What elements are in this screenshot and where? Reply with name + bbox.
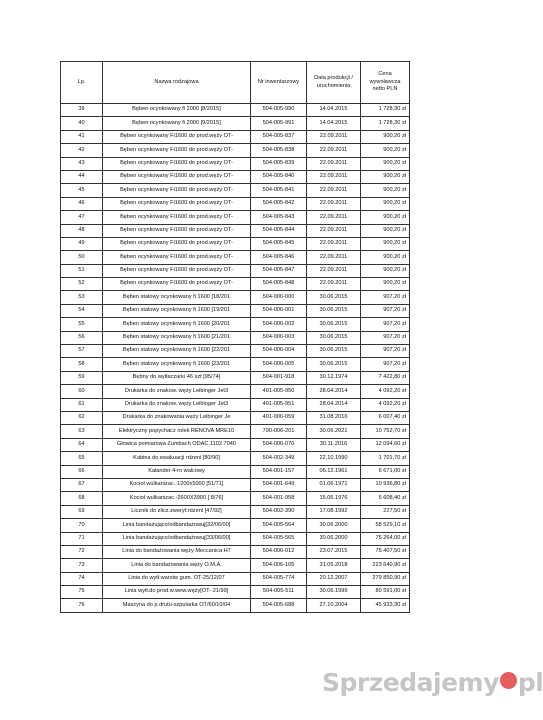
cell-price: 4 092,20 zł xyxy=(361,385,410,398)
cell-production-date: 22.09.2011 xyxy=(307,144,361,157)
cell-production-date: 30.06.2015 xyxy=(307,345,361,358)
cell-inventory-number: 504-006-005 xyxy=(251,358,307,371)
cell-inventory-number: 504-005-843 xyxy=(251,211,307,224)
cell-production-date: 22.09.2011 xyxy=(307,264,361,277)
cell-inventory-number: 504-001-918 xyxy=(251,371,307,384)
cell-production-date: 30.06.2000 xyxy=(307,532,361,545)
cell-inventory-number: 504-006-004 xyxy=(251,345,307,358)
table-row xyxy=(61,411,410,424)
cell-name: Linia do bandażowania węży O.M.A. xyxy=(103,559,251,572)
cell-lp: 71 xyxy=(61,532,103,545)
cell-name: Bęben ocynkowany Fi1600 do prod.węży OT- xyxy=(103,197,251,210)
cell-inventory-number: 504-006-002 xyxy=(251,318,307,331)
cell-price: 1 728,30 zł xyxy=(361,104,410,117)
inventory-sheet xyxy=(60,61,410,613)
cell-price: 907,20 zł xyxy=(361,345,410,358)
table-header-row xyxy=(61,62,410,104)
table-row xyxy=(61,465,410,478)
cell-production-date: 30.06.2021 xyxy=(307,425,361,438)
table-row xyxy=(61,278,410,291)
table-row xyxy=(61,304,410,317)
cell-name: Drukarka do znakowania węży Leibinger Je xyxy=(103,411,251,424)
cell-price: 900,20 zł xyxy=(361,144,410,157)
watermark-dot-icon xyxy=(500,672,517,689)
cell-name: Drukarka do znakow. węży Leibinger Jet3 xyxy=(103,398,251,411)
cell-lp: 66 xyxy=(61,465,103,478)
cell-name: Licznik do zlicz.zweryf.rdzeni [47/92] xyxy=(103,505,251,518)
cell-price: 45 933,30 zł xyxy=(361,599,410,612)
table-row xyxy=(61,545,410,558)
cell-price: 75 407,50 zł xyxy=(361,545,410,558)
cell-production-date: 30.06.2015 xyxy=(307,331,361,344)
table-row xyxy=(61,224,410,237)
cell-name: Kalander 4-ro walcowy xyxy=(103,465,251,478)
cell-inventory-number: 504-005-688 xyxy=(251,599,307,612)
cell-inventory-number: 504-001-649 xyxy=(251,478,307,491)
table-row xyxy=(61,251,410,264)
cell-price: 900,20 zł xyxy=(361,224,410,237)
cell-production-date: 22.09.2011 xyxy=(307,170,361,183)
cell-production-date: 20.12.2007 xyxy=(307,572,361,585)
cell-name: Bęben ocynkowany fi 2000 [8/2015] xyxy=(103,104,251,117)
cell-inventory-number: 504-006-105 xyxy=(251,559,307,572)
cell-inventory-number: 504-005-837 xyxy=(251,130,307,143)
cell-inventory-number: 504-002-349 xyxy=(251,452,307,465)
cell-production-date: 30.11.2016 xyxy=(307,438,361,451)
cell-price: 900,20 zł xyxy=(361,197,410,210)
cell-price: 900,20 zł xyxy=(361,184,410,197)
cell-name: Bęben stalowy ocynkowany fi 1600 [19/201 xyxy=(103,304,251,317)
cell-price: 907,20 zł xyxy=(361,318,410,331)
table-row xyxy=(61,586,410,599)
cell-lp: 54 xyxy=(61,304,103,317)
cell-production-date: 28.04.2014 xyxy=(307,398,361,411)
cell-price: 7 422,80 zł xyxy=(361,371,410,384)
cell-name: Głowica pomiarowa Zumbach ODAC.1102.7040 xyxy=(103,438,251,451)
cell-inventory-number: 504-005-842 xyxy=(251,197,307,210)
table-row xyxy=(61,358,410,371)
cell-name: Kocioł wulkanizac.-2600X3900 [ 8/76] xyxy=(103,492,251,505)
cell-lp: 50 xyxy=(61,251,103,264)
cell-lp: 63 xyxy=(61,425,103,438)
cell-production-date: 22.09.2011 xyxy=(307,251,361,264)
cell-inventory-number: 491-005-950 xyxy=(251,385,307,398)
table-row xyxy=(61,117,410,130)
cell-name: Bęben stalowy ocynkowany fi 1600 [21/201 xyxy=(103,331,251,344)
cell-name: Bęben ocynkowany Fi1600 do prod.węży OT- xyxy=(103,211,251,224)
cell-lp: 58 xyxy=(61,358,103,371)
cell-lp: 60 xyxy=(61,385,103,398)
cell-production-date: 22.09.2011 xyxy=(307,130,361,143)
cell-production-date: 06.12.1961 xyxy=(307,465,361,478)
cell-price: 5 608,40 zł xyxy=(361,492,410,505)
header-price: Cena wywoławcza netto PLN xyxy=(361,62,410,104)
cell-price: 907,20 zł xyxy=(361,304,410,317)
cell-production-date: 17.08.1992 xyxy=(307,505,361,518)
cell-lp: 48 xyxy=(61,224,103,237)
cell-inventory-number: 504-005-565 xyxy=(251,532,307,545)
cell-price: 900,20 zł xyxy=(361,211,410,224)
table-row xyxy=(61,331,410,344)
cell-inventory-number: 504-002-390 xyxy=(251,505,307,518)
table-row xyxy=(61,130,410,143)
cell-name: Linia do wytł.warstw gum. OT-25/12/07 xyxy=(103,572,251,585)
cell-inventory-number: 504-006-070 xyxy=(251,438,307,451)
cell-production-date: 22.09.2011 xyxy=(307,278,361,291)
table-row xyxy=(61,237,410,250)
cell-price: 1 728,30 zł xyxy=(361,117,410,130)
cell-inventory-number: 491-005-951 xyxy=(251,398,307,411)
cell-name: Bęben stalowy ocynkowany fi 1600 [22/201 xyxy=(103,345,251,358)
cell-name: Elektryczny popychacz rolek RENOVA MRE10 xyxy=(103,425,251,438)
cell-production-date: 30.06.2015 xyxy=(307,291,361,304)
cell-production-date: 30.06.2015 xyxy=(307,318,361,331)
cell-name: Bęben ocynkowany Fi1600 do prod.węży OT- xyxy=(103,278,251,291)
site-watermark xyxy=(322,668,543,712)
table-row xyxy=(61,318,410,331)
cell-lp: 72 xyxy=(61,545,103,558)
cell-inventory-number: 504-005-991 xyxy=(251,117,307,130)
cell-inventory-number: 504-001-157 xyxy=(251,465,307,478)
cell-name: Bęben ocynkowany Fi1600 do prod.węży OT- xyxy=(103,184,251,197)
cell-production-date: 30.06.1999 xyxy=(307,586,361,599)
table-row xyxy=(61,345,410,358)
cell-name: Linia do bandażowania węży Meccanica H7 xyxy=(103,545,251,558)
cell-price: 279 850,90 zł xyxy=(361,572,410,585)
cell-inventory-number: 504-005-564 xyxy=(251,519,307,532)
cell-production-date: 31.05.2018 xyxy=(307,559,361,572)
cell-name: Bęben stalowy ocynkowany fi 1600 [20/201 xyxy=(103,318,251,331)
cell-name: Bęben ocynkowany Fi1600 do prod.węży OT- xyxy=(103,157,251,170)
cell-lp: 70 xyxy=(61,519,103,532)
cell-lp: 39 xyxy=(61,104,103,117)
cell-name: Bęben ocynkowany Fi1600 do prod.węży OT- xyxy=(103,224,251,237)
cell-price: 900,20 zł xyxy=(361,170,410,183)
cell-production-date: 22.09.2011 xyxy=(307,224,361,237)
cell-lp: 44 xyxy=(61,170,103,183)
cell-name: Bęben ocynkowany Fi1600 do prod.węży OT- xyxy=(103,251,251,264)
cell-lp: 64 xyxy=(61,438,103,451)
cell-lp: 53 xyxy=(61,291,103,304)
cell-production-date: 15.06.1976 xyxy=(307,492,361,505)
cell-production-date: 22.09.2011 xyxy=(307,211,361,224)
table-row xyxy=(61,144,410,157)
header-name: Nazwa rodzajowa xyxy=(103,62,251,104)
cell-name: Drukarka do znakow. węży Leibinger Jet3 xyxy=(103,385,251,398)
table-row xyxy=(61,425,410,438)
cell-production-date: 30.06.2015 xyxy=(307,358,361,371)
cell-price: 900,20 zł xyxy=(361,278,410,291)
cell-lp: 45 xyxy=(61,184,103,197)
cell-inventory-number: 504-005-990 xyxy=(251,104,307,117)
cell-production-date: 27.10.2004 xyxy=(307,599,361,612)
cell-inventory-number: 504-005-846 xyxy=(251,251,307,264)
cell-price: 900,20 zł xyxy=(361,251,410,264)
table-row xyxy=(61,572,410,585)
cell-inventory-number: 504-005-839 xyxy=(251,157,307,170)
cell-production-date: 22.09.2011 xyxy=(307,197,361,210)
header-production-date: Data produkcji / uruchomienia xyxy=(307,62,361,104)
cell-production-date: 22.09.2011 xyxy=(307,237,361,250)
cell-name: Linia wytł.do prod.w.wew.węży[OT- 21/99] xyxy=(103,586,251,599)
cell-production-date: 22.09.2011 xyxy=(307,157,361,170)
cell-inventory-number: 491-006-059 xyxy=(251,411,307,424)
cell-inventory-number: 504-005-847 xyxy=(251,264,307,277)
table-row xyxy=(61,211,410,224)
header-inventory-number: Nr inwentarzowy xyxy=(251,62,307,104)
table-row xyxy=(61,532,410,545)
cell-name: Bęben ocynkowany Fi1600 do prod.węży OT- xyxy=(103,170,251,183)
cell-lp: 75 xyxy=(61,586,103,599)
cell-lp: 42 xyxy=(61,144,103,157)
cell-name: Bęben ocynkowany Fi1600 do prod.węży OT- xyxy=(103,144,251,157)
cell-lp: 61 xyxy=(61,398,103,411)
table-body xyxy=(61,104,410,613)
cell-name: Linia bandażująco/odbandażowuj[32/06/00] xyxy=(103,519,251,532)
cell-price: 900,20 zł xyxy=(361,130,410,143)
cell-price: 4 092,20 zł xyxy=(361,398,410,411)
cell-price: 10 752,70 zł xyxy=(361,425,410,438)
cell-name: Linia bandażująco/odbandażowuj[33/06/00] xyxy=(103,532,251,545)
cell-inventory-number: 790-006-201 xyxy=(251,425,307,438)
cell-lp: 57 xyxy=(61,345,103,358)
cell-production-date: 28.04.2014 xyxy=(307,385,361,398)
cell-name: Kabina do ewakuacji rdzeni [80/90] xyxy=(103,452,251,465)
cell-production-date: 31.08.2016 xyxy=(307,411,361,424)
cell-lp: 62 xyxy=(61,411,103,424)
table-row xyxy=(61,559,410,572)
table-row xyxy=(61,398,410,411)
cell-name: Bęben stalowy ocynkowany fi 1600 [18/201 xyxy=(103,291,251,304)
cell-lp: 74 xyxy=(61,572,103,585)
cell-price: 900,20 zł xyxy=(361,237,410,250)
cell-price: 227,50 zł xyxy=(361,505,410,518)
cell-inventory-number: 504-005-844 xyxy=(251,224,307,237)
cell-lp: 47 xyxy=(61,211,103,224)
cell-lp: 67 xyxy=(61,478,103,491)
cell-name: Bęben ocynkowany Fi1600 do prod.węży OT- xyxy=(103,130,251,143)
cell-price: 75 264,00 zł xyxy=(361,532,410,545)
watermark-text: Sprzedajemy xyxy=(322,668,499,697)
cell-production-date: 14.04.2015 xyxy=(307,117,361,130)
cell-lp: 43 xyxy=(61,157,103,170)
cell-price: 1 701,70 zł xyxy=(361,452,410,465)
table-row xyxy=(61,438,410,451)
cell-lp: 76 xyxy=(61,599,103,612)
table-row xyxy=(61,599,410,612)
cell-price: 6 671,00 zł xyxy=(361,465,410,478)
cell-price: 900,20 zł xyxy=(361,157,410,170)
cell-price: 907,20 zł xyxy=(361,291,410,304)
cell-lp: 52 xyxy=(61,278,103,291)
cell-lp: 49 xyxy=(61,237,103,250)
cell-lp: 68 xyxy=(61,492,103,505)
cell-inventory-number: 504-005-845 xyxy=(251,237,307,250)
cell-name: Bęben stalowy ocynkowany fi 1600 [23/201 xyxy=(103,358,251,371)
cell-lp: 51 xyxy=(61,264,103,277)
inventory-table xyxy=(60,61,410,613)
cell-name: Maszyna do p.drutu-szpularka OT/60/10/04 xyxy=(103,599,251,612)
cell-lp: 41 xyxy=(61,130,103,143)
cell-inventory-number: 504-001-958 xyxy=(251,492,307,505)
table-row xyxy=(61,519,410,532)
table-row xyxy=(61,478,410,491)
cell-inventory-number: 504-005-774 xyxy=(251,572,307,585)
cell-name: Bębny do wytłaczarki 46 szt [95/74] xyxy=(103,371,251,384)
cell-production-date: 23.07.2015 xyxy=(307,545,361,558)
table-row xyxy=(61,104,410,117)
cell-price: 223 640,90 zł xyxy=(361,559,410,572)
cell-lp: 40 xyxy=(61,117,103,130)
cell-inventory-number: 504-005-511 xyxy=(251,586,307,599)
cell-price: 900,20 zł xyxy=(361,264,410,277)
cell-inventory-number: 504-006-000 xyxy=(251,291,307,304)
table-row xyxy=(61,371,410,384)
cell-production-date: 30.06.2000 xyxy=(307,519,361,532)
cell-production-date: 01.06.1971 xyxy=(307,478,361,491)
cell-lp: 46 xyxy=(61,197,103,210)
cell-lp: 73 xyxy=(61,559,103,572)
cell-production-date: 30.06.2015 xyxy=(307,304,361,317)
cell-inventory-number: 504-006-012 xyxy=(251,545,307,558)
cell-production-date: 22.10.1990 xyxy=(307,452,361,465)
cell-production-date: 14.04.2015 xyxy=(307,104,361,117)
table-row xyxy=(61,492,410,505)
cell-price: 10 936,80 zł xyxy=(361,478,410,491)
cell-inventory-number: 504-006-001 xyxy=(251,304,307,317)
cell-name: Bęben ocynkowany Fi1600 do prod.węży OT- xyxy=(103,264,251,277)
cell-inventory-number: 504-005-841 xyxy=(251,184,307,197)
cell-inventory-number: 504-005-848 xyxy=(251,278,307,291)
cell-lp: 55 xyxy=(61,318,103,331)
cell-inventory-number: 504-006-003 xyxy=(251,331,307,344)
cell-lp: 69 xyxy=(61,505,103,518)
table-row xyxy=(61,452,410,465)
cell-price: 80 591,00 zł xyxy=(361,586,410,599)
cell-production-date: 22.09.2011 xyxy=(307,184,361,197)
cell-lp: 65 xyxy=(61,452,103,465)
cell-lp: 56 xyxy=(61,331,103,344)
cell-inventory-number: 504-005-840 xyxy=(251,170,307,183)
header-lp: Lp. xyxy=(61,62,103,104)
table-row xyxy=(61,197,410,210)
cell-name: Kocioł wulkanizac.-1200x5000 [51/71] xyxy=(103,478,251,491)
cell-name: Bęben ocynkowany Fi1600 do prod.węży OT- xyxy=(103,237,251,250)
cell-price: 12 094,60 zł xyxy=(361,438,410,451)
cell-price: 907,20 zł xyxy=(361,358,410,371)
cell-lp: 59 xyxy=(61,371,103,384)
cell-name: Bęben ocynkowany fi 2000 [9/2015] xyxy=(103,117,251,130)
table-row xyxy=(61,505,410,518)
cell-price: 907,20 zł xyxy=(361,331,410,344)
cell-price: 58 529,10 zł xyxy=(361,519,410,532)
table-row xyxy=(61,385,410,398)
table-row xyxy=(61,157,410,170)
cell-inventory-number: 504-005-838 xyxy=(251,144,307,157)
table-row xyxy=(61,170,410,183)
table-row xyxy=(61,184,410,197)
watermark-domain: pl xyxy=(517,668,543,697)
cell-price: 6 007,40 zł xyxy=(361,411,410,424)
table-row xyxy=(61,291,410,304)
table-row xyxy=(61,264,410,277)
cell-production-date: 30.12.1974 xyxy=(307,371,361,384)
